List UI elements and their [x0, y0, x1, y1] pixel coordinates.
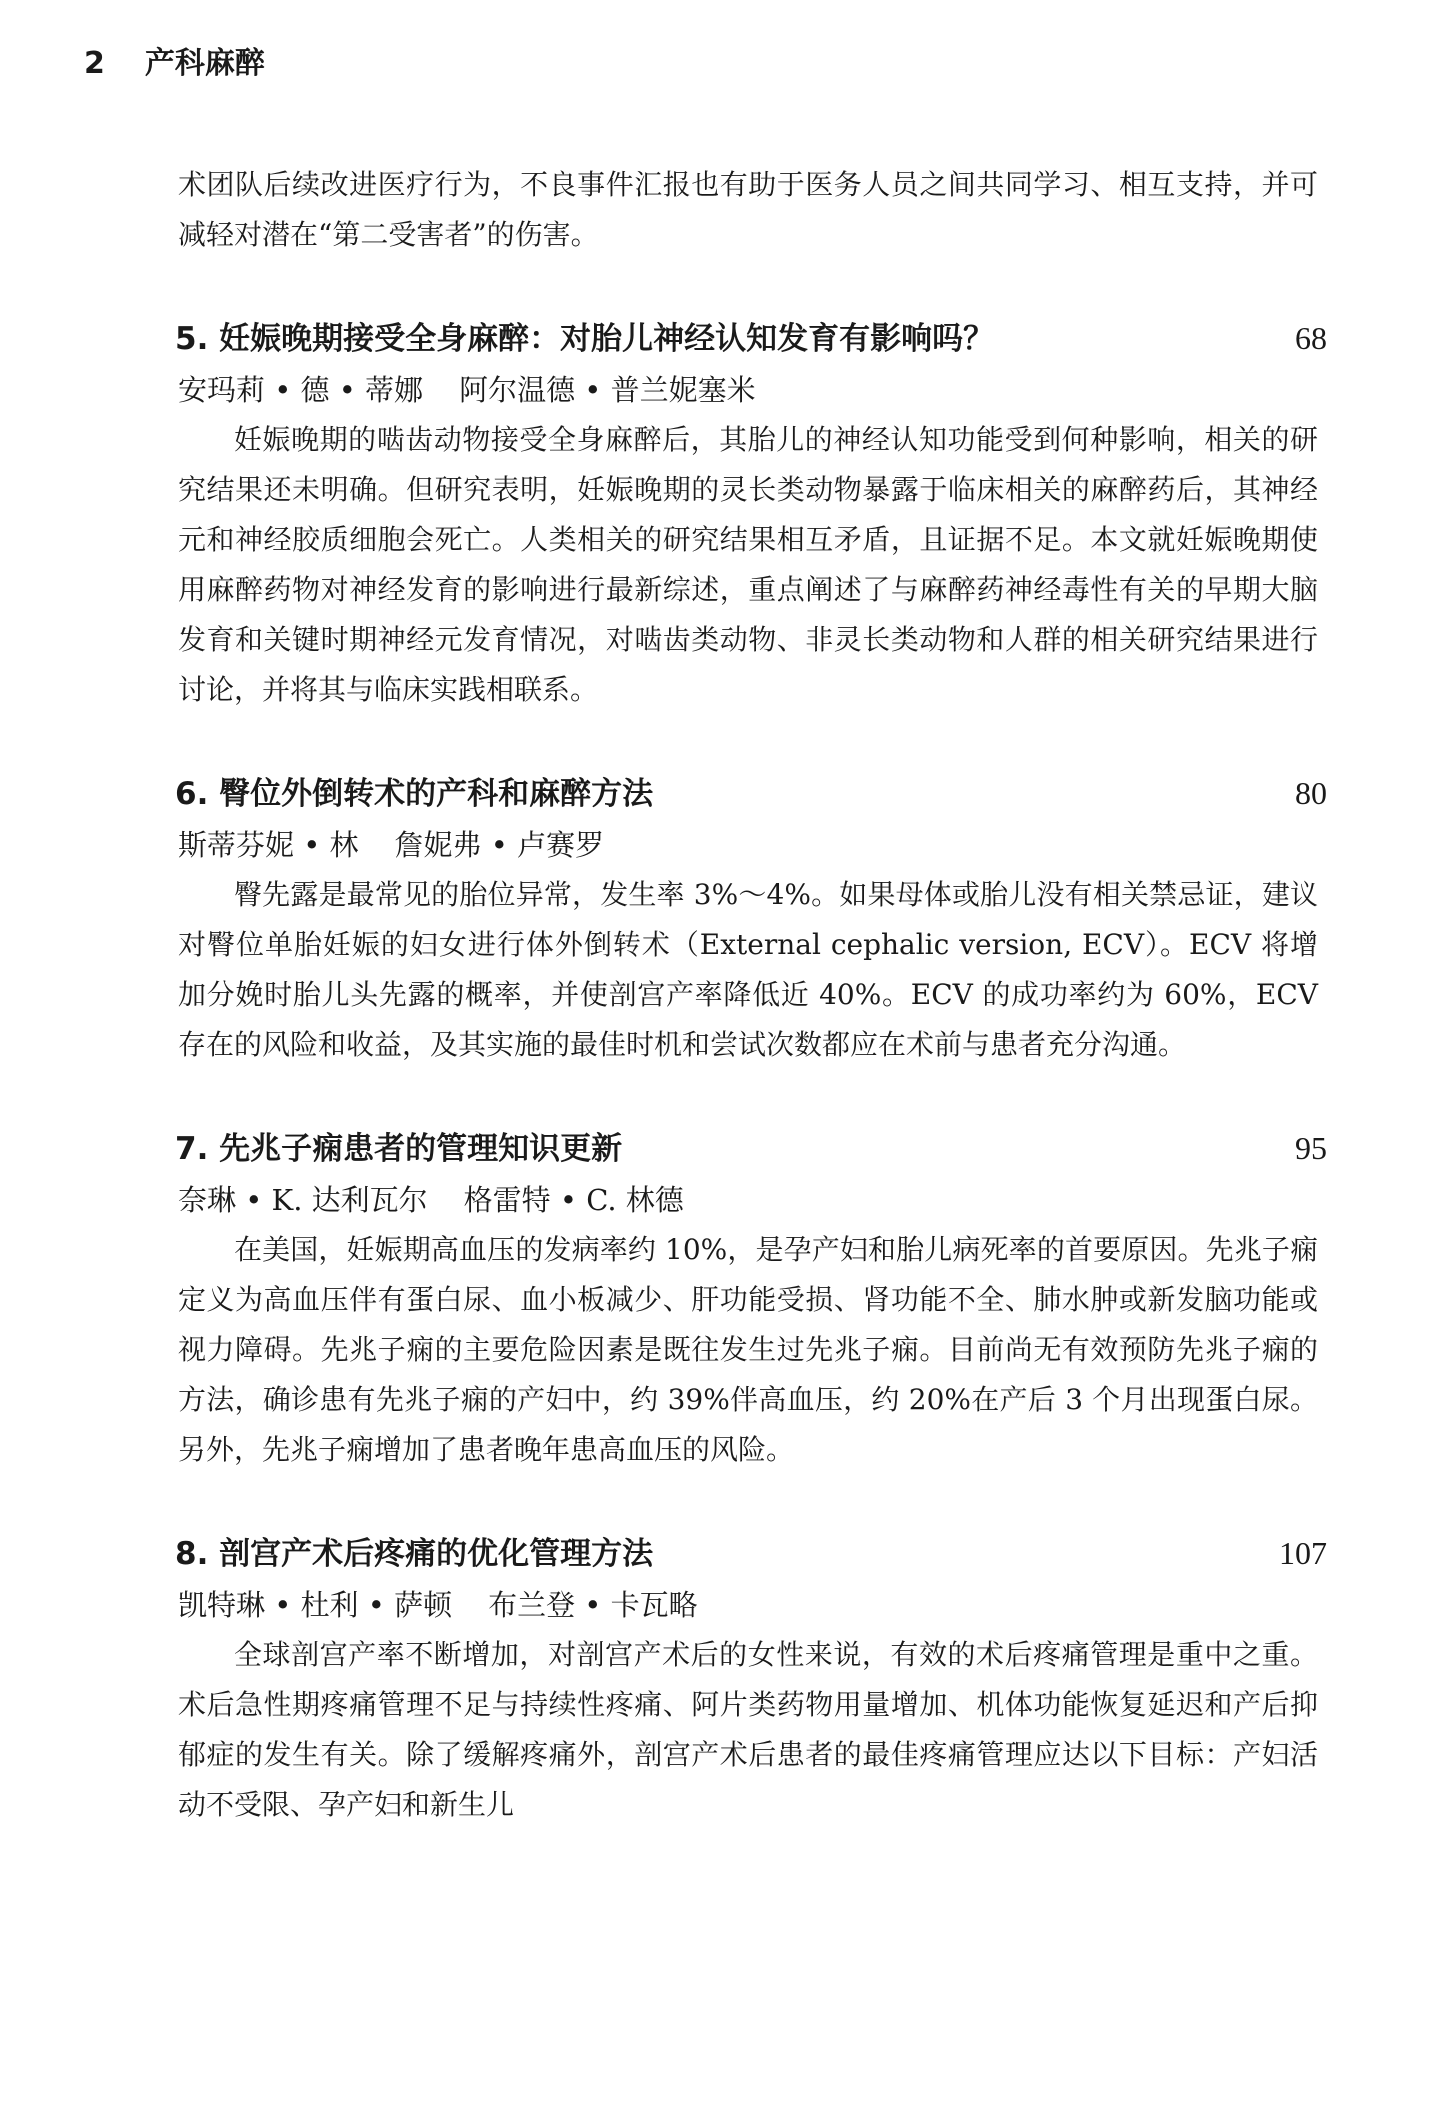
toc-entry-7	[175, 1122, 1327, 1475]
toc-entry-8	[175, 1527, 1327, 1830]
author-name: 格雷特 • C. 林德	[463, 1183, 684, 1217]
author-name: 凯特琳 • 杜利 • 萨顿	[178, 1588, 453, 1622]
author-name: 斯蒂芬妮 • 林	[178, 828, 359, 862]
author-name: 奈琳 • K. 达利瓦尔	[178, 1183, 428, 1217]
entry-abstract: 妊娠晚期的啮齿动物接受全身麻醉后，其胎儿的神经认知功能受到何种影响，相关的研究结果还未明确。但研究表明，妊娠晚期的灵长类动物暴露于临床相关的麻醉药后，其神经元和神经胶质细胞会死亡。人类相关的研究结果相互矛盾，且证据不足。本文就妊娠晚期使用麻醉药物对神经发育的影响进行最新综述，重点阐述了与麻醉药神经毒性有关的早期大脑发育和关键时期神经元发育情况，对啮齿类动物、非灵长类动物和人群的相关研究结果进行讨论，并将其与临床实践相联系。	[178, 423, 1318, 706]
entry-page-number: 95	[1295, 1130, 1327, 1166]
toc-entry-6	[175, 767, 1327, 1070]
page-body	[175, 160, 1327, 1830]
page-number: 2	[84, 46, 105, 81]
entry-authors	[178, 1175, 1318, 1225]
entry-page-number: 68	[1295, 320, 1327, 356]
entry-heading	[175, 1527, 1327, 1580]
entry-authors	[178, 1580, 1318, 1630]
entry-heading	[175, 312, 1327, 365]
author-name: 詹妮弗 • 卢赛罗	[394, 828, 605, 862]
entry-abstract: 臀先露是最常见的胎位异常，发生率 3%～4%。如果母体或胎儿没有相关禁忌证，建议对臀位单胎妊娠的妇女进行体外倒转术（External cephalic version, ECV）。ECV 将增加分娩时胎儿头先露的概率，并使剖宫产率降低近 40%。ECV 的成功率约为 60%，ECV 存在的风险和收益，及其实施的最佳时机和尝试次数都应在术前与患者充分沟通。	[178, 878, 1318, 1061]
entry-heading	[175, 1122, 1327, 1175]
entry-abstract: 全球剖宫产率不断增加，对剖宫产术后的女性来说，有效的术后疼痛管理是重中之重。术后急性期疼痛管理不足与持续性疼痛、阿片类药物用量增加、机体功能恢复延迟和产后抑郁症的发生有关。除了缓解疼痛外，剖宫产术后患者的最佳疼痛管理应达以下目标：产妇活动不受限、孕产妇和新生儿	[178, 1638, 1318, 1821]
entry-page-number: 80	[1295, 775, 1327, 811]
entry-title: 8. 剖宫产术后疼痛的优化管理方法	[175, 1536, 654, 1572]
toc-entry-5	[175, 312, 1327, 715]
entry-abstract: 在美国，妊娠期高血压的发病率约 10%，是孕产妇和胎儿病死率的首要原因。先兆子痫定义为高血压伴有蛋白尿、血小板减少、肝功能受损、肾功能不全、肺水肿或新发脑功能或视力障碍。先兆子痫的主要危险因素是既往发生过先兆子痫。目前尚无有效预防先兆子痫的方法，确诊患有先兆子痫的产妇中，约 39%伴高血压，约 20%在产后 3 个月出现蛋白尿。另外，先兆子痫增加了患者晚年患高血压的风险。	[178, 1233, 1318, 1466]
running-header	[84, 38, 265, 82]
entry-authors	[178, 820, 1318, 870]
author-name: 安玛莉 • 德 • 蒂娜	[178, 373, 424, 407]
intro-paragraph: 术团队后续改进医疗行为，不良事件汇报也有助于医务人员之间共同学习、相互支持，并可减轻对潜在“第二受害者”的伤害。	[178, 168, 1318, 251]
entry-authors	[178, 365, 1318, 415]
book-title: 产科麻醉	[144, 46, 265, 81]
author-name: 布兰登 • 卡瓦略	[488, 1588, 698, 1622]
entry-title: 7. 先兆子痫患者的管理知识更新	[175, 1131, 623, 1167]
entry-heading	[175, 767, 1327, 820]
author-name: 阿尔温德 • 普兰妮塞米	[459, 373, 756, 407]
entry-page-number: 107	[1279, 1535, 1327, 1571]
entry-title: 5. 妊娠晚期接受全身麻醉：对胎儿神经认知发育有影响吗？	[175, 321, 995, 357]
entry-title: 6. 臀位外倒转术的产科和麻醉方法	[175, 776, 654, 812]
